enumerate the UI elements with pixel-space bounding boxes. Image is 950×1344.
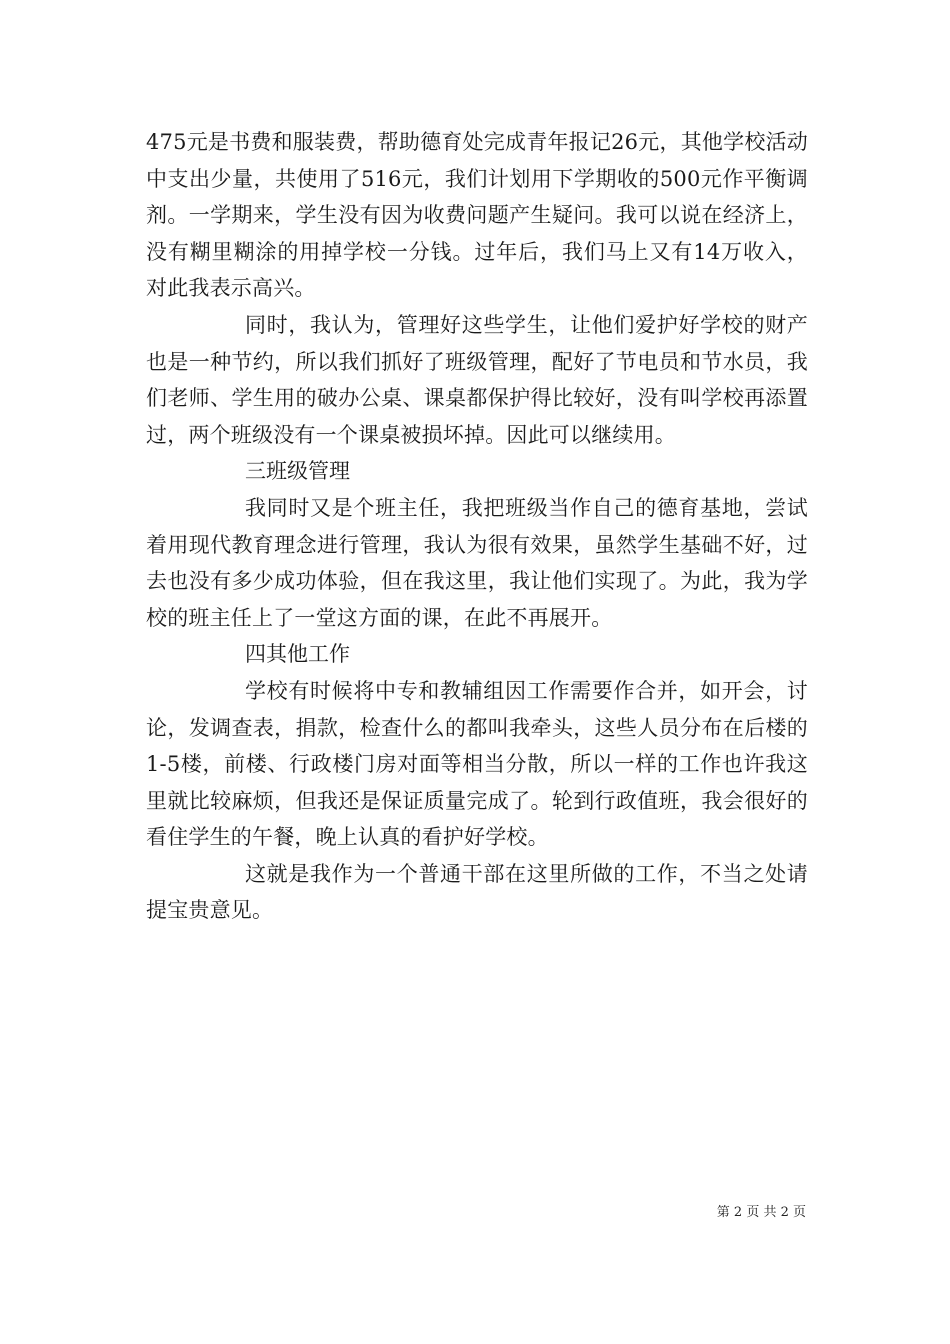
paragraph-expenses: 475元是书费和服装费，帮助德育处完成青年报记26元，其他学校活动中支出少量，共使用了516元，我们计划用下学期收的500元作平衡调剂。一学期来，学生没有因为收费问题产生疑问。我可以说在经济上，没有糊里糊涂的用掉学校一分钱。过年后，我们马上又有14万收入，对此我表示高兴。	[146, 130, 808, 301]
paragraph-closing: 这就是我作为一个普通干部在这里所做的工作，不当之处请提宝贵意见。	[146, 861, 808, 923]
paragraph-property-care: 同时，我认为，管理好这些学生，让他们爱护好学校的财产也是一种节约，所以我们抓好了班级管理，配好了节电员和节水员，我们老师、学生用的破办公桌、课桌都保护得比较好，没有叫学校再添置过，两个班级没有一个课桌被损坏掉。因此可以继续用。	[146, 312, 808, 447]
document-body	[146, 124, 808, 929]
page-number-footer: 第 2 页 共 2 页	[716, 1205, 806, 1220]
paragraph-other-work: 学校有时候将中专和教辅组因工作需要作合并，如开会，讨论，发调查表，捐款，检查什么的都叫我牵头，这些人员分布在后楼的1-5楼，前楼、行政楼门房对面等相当分散，所以一样的工作也许我这里就比较麻烦，但我还是保证质量完成了。轮到行政值班，我会很好的看住学生的午餐，晚上认真的看护好学校。	[146, 678, 808, 850]
paragraph-class-management: 我同时又是个班主任，我把班级当作自己的德育基地，尝试着用现代教育理念进行管理，我认为很有效果，虽然学生基础不好，过去也没有多少成功体验，但在我这里，我让他们实现了。为此，我为学校的班主任上了一堂这方面的课，在此不再展开。	[146, 495, 808, 630]
section-heading-other-work: 四其他工作	[245, 642, 350, 667]
section-heading-class-management: 三班级管理	[245, 459, 350, 484]
